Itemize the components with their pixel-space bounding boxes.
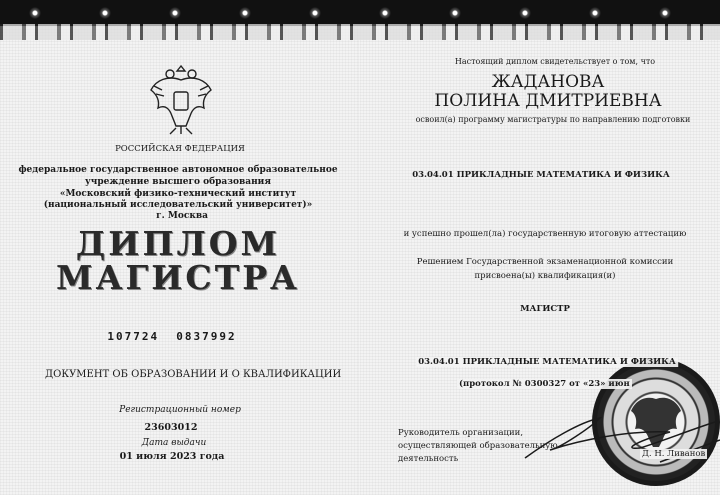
institution-line: учреждение высшего образования [85, 177, 271, 187]
issue-date: 01 июля 2023 года [119, 451, 225, 462]
program-name: 03.04.01 ПРИКЛАДНЫЕ МАТЕМАТИКА И ФИЗИКА [412, 170, 670, 180]
program-intro: освоил(а) программу магистратуры по направлению подготовки [415, 115, 691, 124]
diploma-subtitle: МАГИСТРА [56, 258, 300, 297]
graduate-surname: ЖАДАНОВА [491, 72, 605, 92]
certify-intro: Настоящий диплом свидетельствует о том, что [454, 57, 656, 66]
decorative-border-top [0, 0, 720, 26]
protocol-reference: (протокол № 0300327 от «23» июн [459, 379, 630, 389]
signature [520, 410, 720, 470]
commission-decision: Решением Государственной экзаменационной комиссии [416, 257, 674, 267]
registration-number: 23603012 [144, 422, 198, 433]
country-label: РОССИЙСКАЯ ФЕДЕРАЦИЯ [115, 144, 245, 154]
head-title-line: осуществляющей образовательную [398, 441, 558, 451]
qualification-program: 03.04.01 ПРИКЛАДНЫЕ МАТЕМАТИКА И ФИЗИКА [418, 357, 676, 367]
document-type: ДОКУМЕНТ ОБ ОБРАЗОВАНИИ И О КВАЛИФИКАЦИИ [45, 369, 342, 380]
page-fold [358, 40, 360, 495]
serial-number: 107724 0837992 [107, 330, 237, 343]
institution-line: (национальный исследовательский университет)» [43, 200, 313, 210]
signatory-name: Д. Н. Ливанов [642, 449, 706, 459]
head-title-line: Руководитель организации, [398, 428, 524, 438]
qualification: МАГИСТР [520, 304, 570, 314]
registration-label: Регистрационный номер [119, 405, 241, 415]
graduate-name: ПОЛИНА ДМИТРИЕВНА [434, 91, 662, 111]
coat-of-arms-icon [148, 60, 214, 136]
decorative-border-pattern [0, 24, 720, 40]
issue-date-label: Дата выдачи [141, 438, 207, 448]
institution-city: г. Москва [156, 211, 208, 221]
qualification-awarded: присвоена(ы) квалификация(и) [474, 271, 616, 281]
institution-line: «Московский физико-технический институт [59, 189, 297, 199]
diploma-title: ДИПЛОМ [75, 224, 281, 263]
head-title-line: деятельность [398, 454, 459, 464]
institution-line: федеральное государственное автономное образовательное [18, 165, 338, 175]
attestation-text: и успешно прошел(ла) государственную итоговую аттестацию [403, 229, 687, 239]
